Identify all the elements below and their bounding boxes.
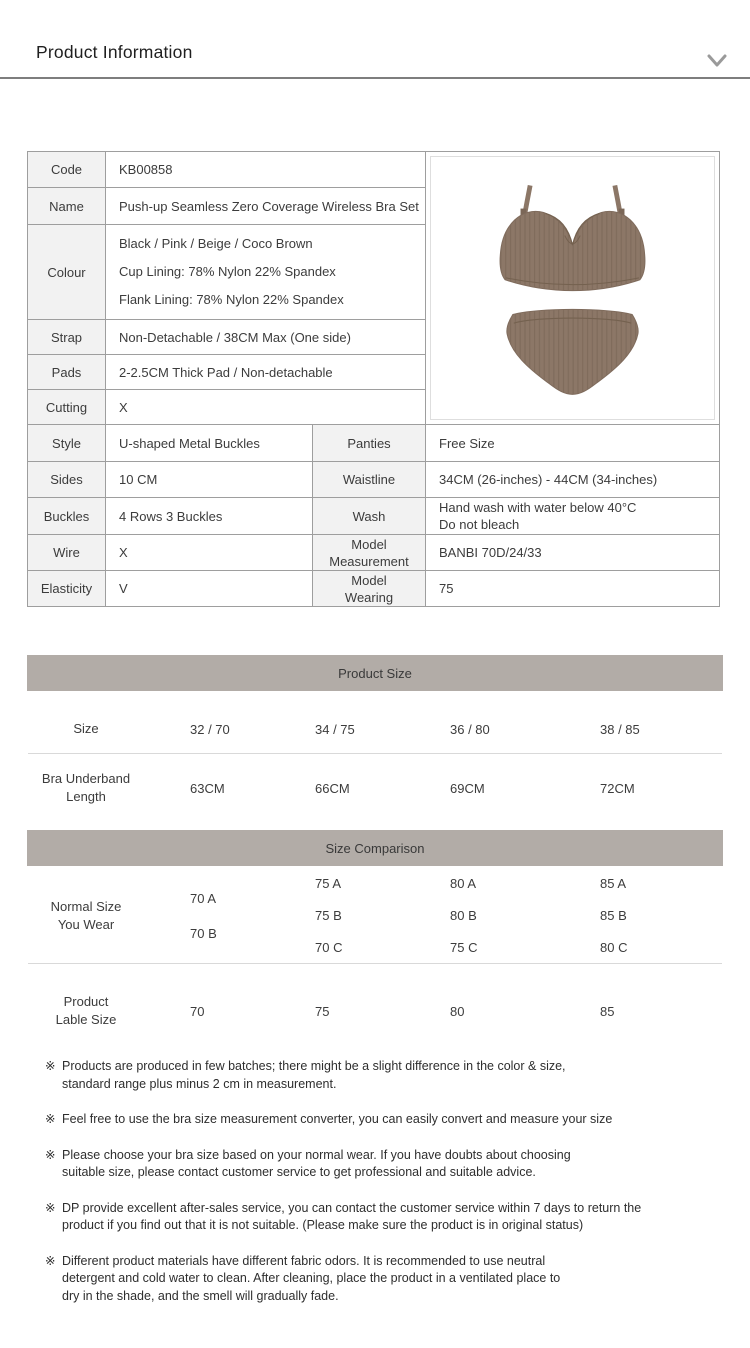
comparison-value: 85 A [600,876,627,891]
comparison-value: 80 B [450,908,477,923]
size-value: 36 / 80 [450,721,490,737]
info-label-code: Code [28,152,106,188]
comparison-column [600,868,723,964]
product-image-cell [426,152,720,425]
size-row-label: Size [73,721,99,736]
comparison-value: 70 B [190,926,217,941]
comparison-value: 70 A [190,891,217,906]
info-value-wire: X [106,535,313,571]
info-value-waistline: 34CM (26-inches) - 44CM (34-inches) [426,462,720,498]
info-label-elasticity: Elasticity [28,571,106,607]
comparison-column [190,881,315,951]
colour-line: Cup Lining: 78% Nylon 22% Spandex [119,264,336,279]
note-item [45,1058,705,1093]
comparison-value: 85 B [600,908,627,923]
label-line: Measurement [329,553,409,569]
note-line: product if you find out that it is not suitable. (Please make sure the product is in original status) [62,1218,584,1232]
label-line: Length [66,789,106,804]
row-divider [28,963,722,964]
comparison-column [315,868,450,964]
section-header-product-size: Product Size [27,655,723,691]
bra-body [500,211,645,290]
underband-value: 72CM [600,780,635,796]
comparison-value: 75 B [315,908,342,923]
label-line: Product [63,994,109,1009]
note-marker: ※ [45,1147,56,1162]
info-value-model-wearing: 75 [426,571,720,607]
underband-row-label [30,770,142,806]
note-line: Products are produced in few batches; there might be a slight difference in the color & size, [62,1059,566,1073]
label-size-value: 85 [600,1003,615,1019]
product-label-size-label [30,993,142,1029]
comparison-column [450,868,600,964]
info-label-cutting: Cutting [28,390,106,425]
note-marker: ※ [45,1253,56,1268]
info-value-model-measurement: BANBI 70D/24/33 [426,535,720,571]
underband-value: 63CM [190,780,225,796]
size-value: 34 / 75 [315,721,355,737]
comparison-value: 70 C [315,940,343,955]
label-line: Wearing [344,589,394,605]
note-line: Feel free to use the bra size measurement converter, you can easily convert and measure your size [62,1112,613,1126]
product-label-size-row [30,985,723,1037]
info-label-model-measurement [313,535,426,571]
underband-value: 66CM [315,780,350,796]
info-label-waistline: Waistline [313,462,426,498]
note-item [45,1253,705,1306]
label-line: Model [351,536,387,552]
note-item [45,1147,705,1182]
label-size-value: 80 [450,1003,465,1019]
size-row [30,706,723,752]
info-value-strap: Non-Detachable / 38CM Max (One side) [106,320,426,355]
info-label-wire: Wire [28,535,106,571]
info-value-code: KB00858 [106,152,426,188]
normal-size-row [30,868,723,962]
product-info-table [27,151,720,607]
size-value: 38 / 85 [600,721,640,737]
size-value: 32 / 70 [190,721,230,737]
info-value-panties: Free Size [426,425,720,462]
info-value-name: Push-up Seamless Zero Coverage Wireless Bra Set [106,188,426,225]
info-value-cutting: X [106,390,426,425]
info-label-sides: Sides [28,462,106,498]
normal-size-label [30,898,142,934]
bra-set-illustration [431,157,714,419]
wash-line: Hand wash with water below 40°C [439,500,637,515]
info-label-style: Style [28,425,106,462]
info-value-pads: 2-2.5CM Thick Pad / Non-detachable [106,355,426,390]
info-value-buckles: 4 Rows 3 Buckles [106,498,313,535]
note-line: Different product materials have different fabric odors. It is recommended to use neutral [62,1253,546,1268]
info-label-pads: Pads [28,355,106,390]
comparison-value: 80 C [600,940,628,955]
note-line: standard range plus minus 2 cm in measurement. [62,1076,337,1091]
colour-line: Black / Pink / Beige / Coco Brown [119,236,313,251]
comparison-value: 80 A [450,876,477,891]
info-label-model-wearing [313,571,426,607]
colour-line: Flank Lining: 78% Nylon 22% Spandex [119,292,344,307]
page-title: Product Information [36,42,193,62]
header-divider [0,77,750,79]
row-divider [28,753,722,754]
info-value-sides: 10 CM [106,462,313,498]
note-item [45,1200,705,1235]
label-line: You Wear [57,917,115,932]
chevron-down-icon[interactable] [706,53,728,69]
label-line: Lable Size [55,1012,117,1027]
note-line: detergent and cold water to clean. After cleaning, place the product in a ventilated place to [62,1271,561,1285]
note-line: Please choose your bra size based on your normal wear. If you have doubts about choosing [62,1147,571,1162]
note-line: DP provide excellent after-sales service, you can contact the customer service within 7 days to return the [62,1200,642,1215]
info-value-wash [426,498,720,535]
info-value-elasticity: V [106,571,313,607]
info-label-buckles: Buckles [28,498,106,535]
note-line: dry in the shade, and the smell will gradually fade. [62,1288,339,1303]
label-line: Normal Size [50,899,122,914]
note-line: suitable size, please contact customer service to get professional and suitable advice. [62,1165,536,1179]
note-marker: ※ [45,1112,56,1126]
label-size-value: 75 [315,1003,330,1019]
wash-line: Do not bleach [439,517,520,532]
info-label-colour: Colour [28,225,106,320]
comparison-value: 75 C [450,940,478,955]
label-line: Bra Underband [41,771,131,786]
underband-value: 69CM [450,780,485,796]
info-value-style: U-shaped Metal Buckles [106,425,313,462]
comparison-value: 75 A [315,876,342,891]
section-header-size-comparison: Size Comparison [27,830,723,866]
note-marker: ※ [45,1200,56,1215]
info-label-panties: Panties [313,425,426,462]
note-marker: ※ [45,1059,56,1073]
info-label-wash: Wash [313,498,426,535]
info-label-strap: Strap [28,320,106,355]
panties-body [507,309,638,394]
underband-row [30,760,723,816]
note-item [45,1111,705,1129]
info-value-colour [106,225,426,320]
footnotes [45,1058,705,1323]
info-label-name: Name [28,188,106,225]
label-size-value: 70 [190,1003,205,1019]
label-line: Model [351,572,387,588]
product-image [430,156,715,420]
